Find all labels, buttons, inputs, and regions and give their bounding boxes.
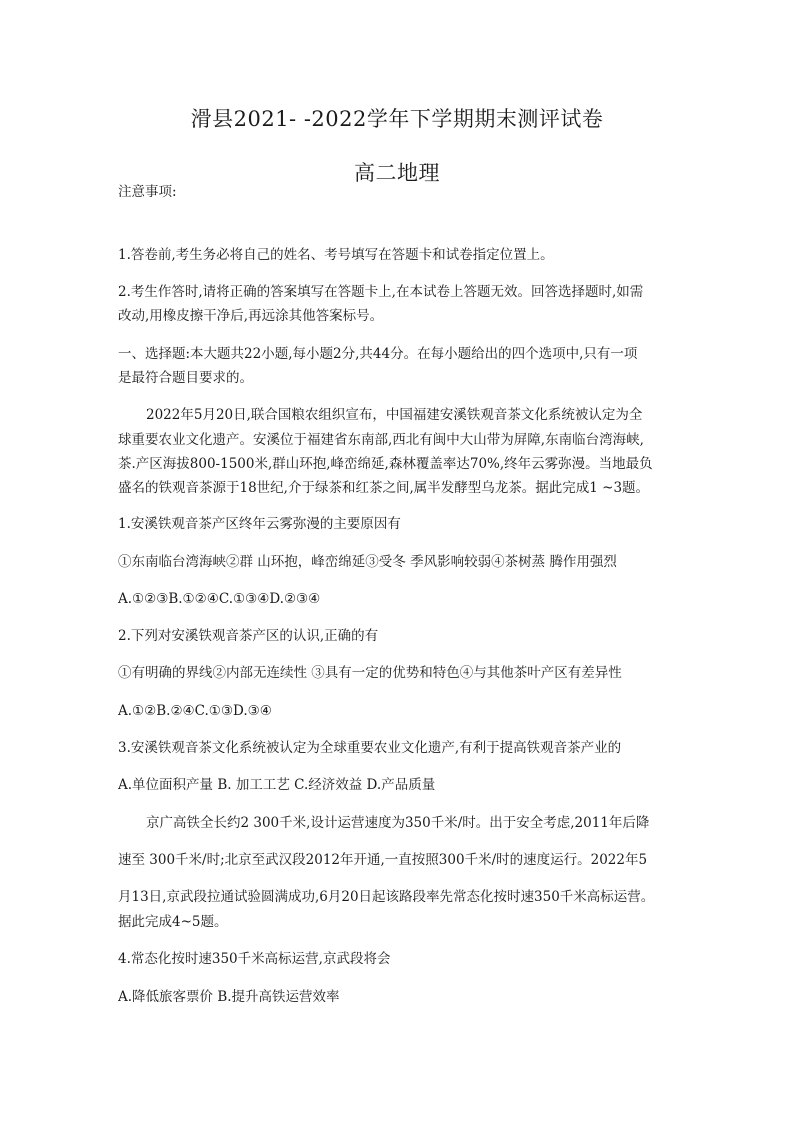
section-heading-line-2: 是最符合题目要求的。	[118, 370, 253, 386]
question-1-stem: 1.安溪铁观音茶产区终年云雾弥漫的主要原因有	[118, 516, 401, 532]
note-line-1: 1.答卷前,考生务必将自己的姓名、考号填写在答题卡和试卷指定位置上。	[118, 247, 554, 263]
question-3-options: A.单位面积产量 B. 加工工艺 C.经济效益 D.产品质量	[118, 777, 436, 793]
passage1-line-2: 球重要农业文化遗产。安溪位于福建省东南部,西北有闽中大山带为屏障,东南临台湾海峡,	[118, 432, 644, 448]
question-2-options: A.①②B.②④C.①③D.③④	[118, 703, 272, 719]
passage2-line-1: 京广高铁全长约2 300千米,设计运营速度为350千米/时。出于安全考虑,2011年后降	[146, 815, 650, 831]
passage1-line-3: 茶.产区海拔800-1500米,群山环抱,峰峦绵延,森林覆盖率达70%,终年云雾弥漫。当地最负	[118, 456, 653, 472]
question-2-stem: 2.下列对安溪铁观音茶产区的认识,正确的有	[118, 628, 379, 644]
question-4-stem: 4.常态化按时速350千米高标运营,京武段将会	[118, 951, 391, 967]
passage2-line-3: 月13日,京武段拉通试验圆满成功,6月20日起该路段率先常态化按时速350千米高标运营。	[118, 889, 655, 905]
passage2-line-4: 据此完成4~5题。	[118, 914, 228, 930]
section-heading-line-1: 一、选择题:本大题共22小题,每小题2分,共44分。在每小题给出的四个选项中,只有一项	[118, 346, 638, 362]
exam-subject: 高二地理	[354, 161, 440, 185]
question-2-items: ①有明确的界线②内部无连续性 ③具有一定的优势和特色④与其他茶叶产区有差异性	[118, 665, 622, 681]
question-3-stem: 3.安溪铁观音茶文化系统被认定为全球重要农业文化遗产,有利于提高铁观音茶产业的	[118, 740, 622, 756]
note-line-2: 2.考生作答时,请将正确的答案填写在答题卡上,在本试卷上答题无效。回答选择题时,如需	[118, 284, 644, 300]
question-4-options: A.降低旅客票价 B.提升高铁运营效率	[118, 989, 340, 1005]
passage1-line-4: 盛名的铁观音茶源于18世纪,介于绿茶和红茶之间,属半发酵型乌龙茶。据此完成1 ~3题。	[118, 480, 650, 496]
passage2-line-2: 速至 300千米/时;北京至武汉段2012年开通,一直按照300千米/时的速度运行。2022年5	[118, 852, 648, 868]
note-line-3: 改动,用橡皮擦干净后,再远涂其他答案标号。	[118, 308, 384, 324]
passage1-line-1: 2022年5月20日,联合国粮农组织宣布，中国福建安溪铁观音茶文化系统被认定为全	[146, 407, 643, 423]
question-1-items: ①东南临台湾海峡②群 山环抱，峰峦绵延③受冬 季风影响较弱④茶树蒸 腾作用强烈	[118, 554, 617, 570]
exam-title: 滑县2021- -2022学年下学期期末测评试卷	[190, 107, 604, 131]
question-1-options: A.①②③B.①②④C.①③④D.②③④	[118, 591, 321, 607]
notes-heading: 注意事项:	[118, 184, 177, 200]
